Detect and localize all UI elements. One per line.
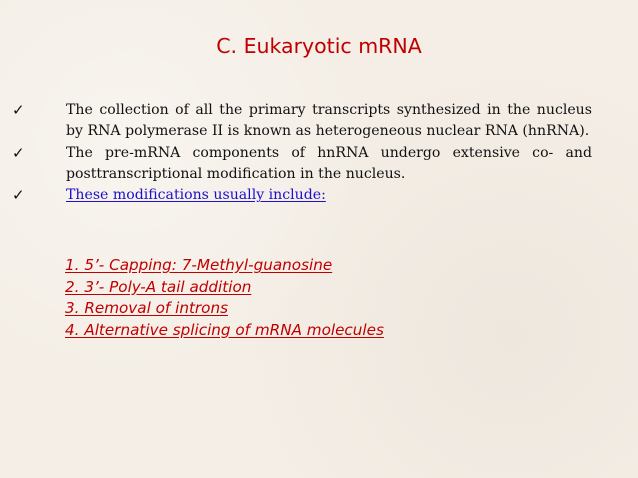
checkmark-icon: ✓ — [12, 143, 25, 162]
modification-list — [65, 255, 384, 341]
modification-item: 2. 3’- Poly-A tail addition — [65, 277, 252, 296]
bullet-item-highlight — [12, 185, 592, 206]
bullet-text: The collection of all the primary transcripts synthesized in the nucleus by RNA polymerase II is known as heterogeneous nuclear RNA (hnRNA). — [66, 102, 592, 140]
bullet-text: The pre-mRNA components of hnRNA undergo extensive co- and posttranscriptional modification in the nucleus. — [66, 144, 592, 182]
checkmark-icon: ✓ — [12, 186, 25, 205]
checkmark-icon: ✓ — [12, 101, 25, 119]
bullet-text: These modifications usually include: — [66, 187, 326, 204]
bullet-list — [12, 100, 592, 206]
bullet-item — [12, 100, 592, 143]
modification-item: 3. Removal of introns — [65, 299, 228, 317]
modification-item: 1. 5’- Capping: 7-Methyl-guanosine — [65, 256, 333, 274]
bullet-item — [12, 143, 592, 186]
modification-item: 4. Alternative splicing of mRNA molecules — [65, 320, 384, 339]
slide-title: C. Eukaryotic mRNA — [216, 34, 422, 58]
